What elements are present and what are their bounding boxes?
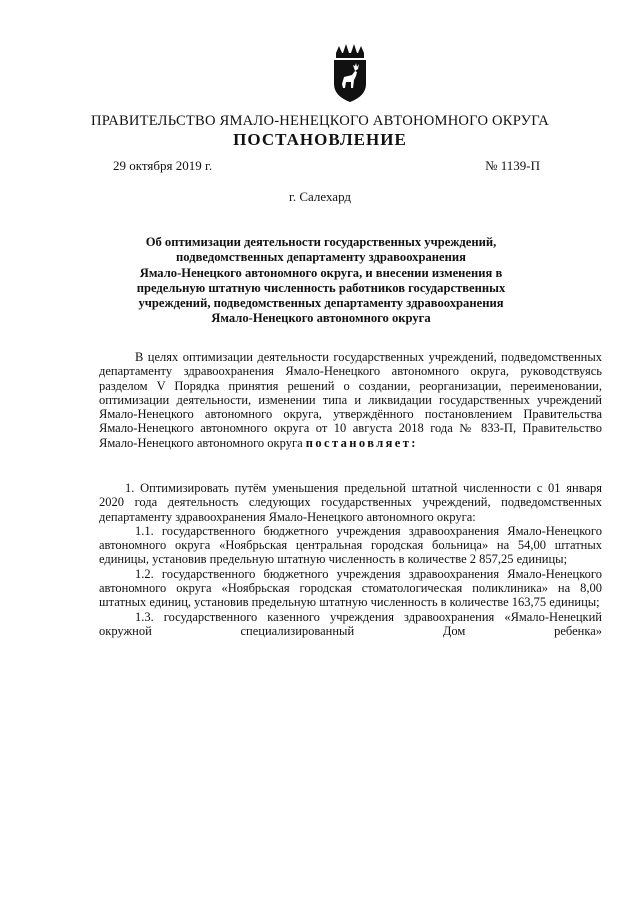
document-type-title: ПОСТАНОВЛЕНИЕ <box>233 130 407 149</box>
preamble-text: В целях оптимизации деятельности государственных учреждений, подведомственных департаменту здравоохранения Ямало-Ненецкого автономного округа, руководствуясь разделом V Порядка принятия решений о создании, реорганизации, переименовании, оптимизации деятельности, изменении типа и ликвидации государственных учреждений Ямало-Ненецкого автономного округа, утверждённого постановлением Правительства Ямало-Ненецкого автономного округа от 10 августа 2018 года № 833-П, Правительство Ямало-Ненецкого автономного округа <box>99 350 602 450</box>
document-city: г. Салехард <box>288 189 352 204</box>
document-heading <box>130 235 512 327</box>
heading-line: Ямало-Ненецкого автономного округа <box>211 311 431 326</box>
government-name: ПРАВИТЕЛЬСТВО ЯМАЛО-НЕНЕЦКОГО АВТОНОМНОГО ОКРУГА <box>91 113 549 129</box>
document-number: № 1139-П <box>485 158 540 173</box>
item-1-1-paragraph: 1.1. государственного бюджетного учреждения здравоохранения Ямало-Ненецкого автономного округа «Ноябрьская центральная городская больница» на 54,00 штатных единицы, установив предельную штатную численность в количестве 2 857,25 единицы; <box>99 523 602 567</box>
preamble-paragraph <box>99 350 602 450</box>
preamble-block <box>99 350 602 450</box>
item-1-2-paragraph: 1.2. государственного бюджетного учреждения здравоохранения Ямало-Ненецкого автономного округа «Ноябрьская городская стоматологическая поликлиника» на 8,00 штатных единиц, установив предельную штатную численность в количестве 163,75 единицы; <box>99 566 602 610</box>
item-1-paragraph: 1. Оптимизировать путём уменьшения предельной штатной численности с 01 января 2020 года деятельность следующих государственных учреждений, подведомственных департаменту здравоохранения Ямало-Ненецкого автономного округа: <box>99 481 602 524</box>
resolves-word: постановляет: <box>305 435 418 450</box>
coat-of-arms-emblem <box>328 44 372 104</box>
document-date: 29 октября 2019 г. <box>113 158 213 173</box>
item-1-3-paragraph: 1.3. государственного казенного учреждения здравоохранения «Ямало-Ненецкий окружной специализированный Дом ребенка» <box>99 609 602 638</box>
items-block <box>99 481 602 638</box>
heading-line: учреждений, подведомственных департаменту здравоохранения <box>138 296 504 311</box>
heading-line: Ямало-Ненецкого автономного округа, и внесении изменения в <box>139 265 503 280</box>
heading-line: Об оптимизации деятельности государственных учреждений, <box>145 235 497 249</box>
heading-line: подведомственных департаменту здравоохранения <box>176 250 466 265</box>
heading-line: предельную штатную численность работников государственных <box>136 280 506 295</box>
